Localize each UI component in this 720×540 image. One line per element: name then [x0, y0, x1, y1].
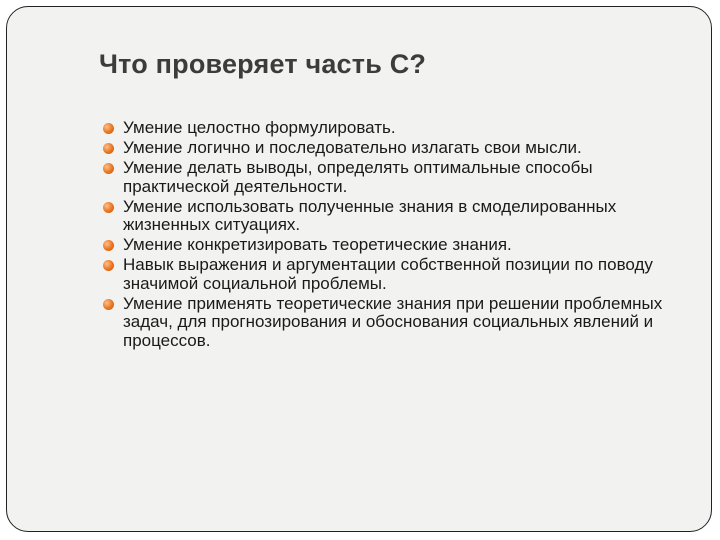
bullet-text: Умение целостно формулировать.: [123, 118, 396, 137]
bullet-text: Умение делать выводы, определять оптимальные способы практической деятельности.: [123, 158, 593, 196]
bullet-icon: [103, 299, 114, 310]
bullet-text: Умение применять теоретические знания при решении проблемных задач, для прогнозирования и обоснования социальных явлений и процессов.: [123, 293, 663, 350]
bullet-item: [99, 159, 689, 196]
bullet-text: Умение использовать полученные знания в смоделированных жизненных ситуациях.: [123, 196, 617, 234]
bullet-item: [99, 198, 689, 235]
slide: [6, 6, 712, 532]
bullet-icon: [103, 123, 114, 134]
bullet-item: [99, 119, 689, 138]
bullet-icon: [103, 143, 114, 154]
bullet-item: [99, 256, 689, 293]
bullet-icon: [103, 202, 114, 213]
bullet-item: [99, 295, 689, 351]
bullet-item: [99, 236, 689, 255]
bullet-item: [99, 139, 689, 158]
bullet-text: Навык выражения и аргументации собственной позиции по поводу значимой социальной проблемы.: [123, 255, 653, 293]
bullet-list: [99, 119, 689, 352]
slide-title: Что проверяет часть С?: [99, 49, 427, 79]
bullet-text: Умение логично и последовательно излагать свои мысли.: [123, 138, 582, 157]
bullet-icon: [103, 240, 114, 251]
bullet-icon: [103, 163, 114, 174]
bullet-text: Умение конкретизировать теоретические знания.: [123, 235, 512, 254]
bullet-icon: [103, 260, 114, 271]
